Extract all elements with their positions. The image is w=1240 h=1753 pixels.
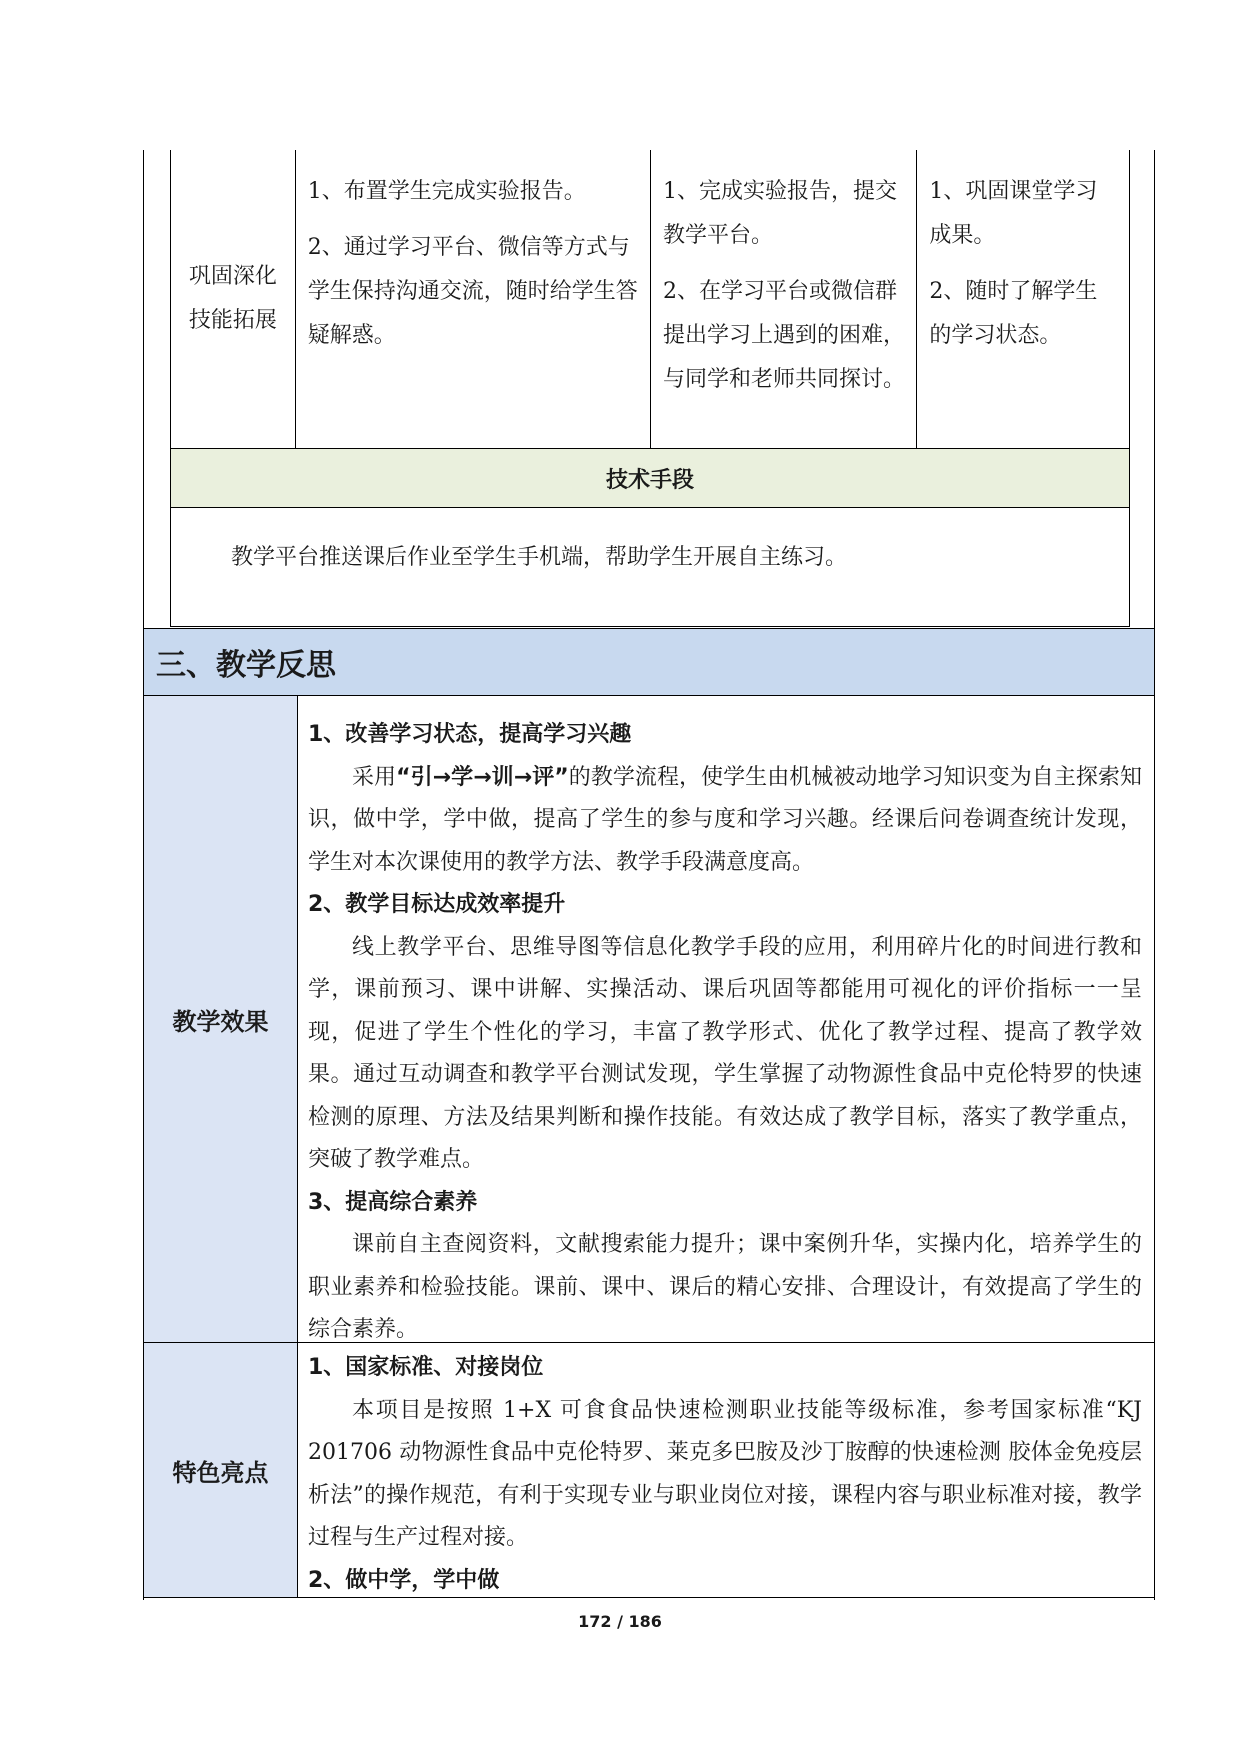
effect-text: 的教学流程，使学生由机械被动地学习知识变为自主探索知识，做中学，学中做，提高了学生的参与度和学习兴趣。经课后问卷调查统计发现，学生对本次课使用的教学方法、教学手段满意度高。	[308, 764, 1142, 875]
student-activity: 2、在学习平台或微信群提出学习上遇到的困难，与同学和老师共同探讨。	[662, 279, 905, 392]
stage-label	[171, 150, 296, 448]
tech-header: 技术手段	[171, 449, 1129, 508]
lesson-table	[170, 150, 1130, 627]
effect-row	[144, 696, 1154, 1342]
teacher-activity: 2、通过学习平台、微信等方式与学生保持沟通交流，随时给学生答疑解惑。	[307, 235, 638, 348]
section-title: 三、教学反思	[143, 628, 1155, 696]
highlight-row	[144, 1342, 1154, 1597]
tech-body: 教学平台推送课后作业至学生手机端，帮助学生开展自主练习。	[231, 545, 848, 570]
effect-heading: 2、教学目标达成效率提升	[308, 892, 566, 917]
reflection-table	[143, 696, 1155, 1598]
highlight-content	[298, 1343, 1154, 1597]
design-intent	[917, 150, 1129, 448]
teacher-activity: 1、布置学生完成实验报告。	[307, 179, 586, 204]
consolidation-row	[171, 150, 1129, 449]
effect-label: 教学效果	[144, 696, 298, 1342]
effect-heading: 3、提高综合素养	[308, 1189, 478, 1215]
effect-text: 采用	[352, 764, 397, 790]
design-intent-item: 2、随时了解学生的学习状态。	[929, 279, 1098, 348]
effect-content	[298, 696, 1154, 1342]
effect-paragraph: 线上教学平台、思维导图等信息化教学手段的应用，利用碎片化的时间进行教和学，课前预习、课中讲解、实操活动、课后巩固等都能用可视化的评价指标一一呈现，促进了学生个性化的学习，丰富了教学形式、优化了教学过程、提高了教学效果。通过互动调查和教学平台测试发现，学生掌握了动物源性食品中克伦特罗的快速检测的原理、方法及结果判断和操作技能。有效达成了教学目标，落实了教学重点，突破了教学难点。	[308, 934, 1142, 1172]
teacher-activities	[296, 150, 651, 448]
highlight-heading: 1、国家标准、对接岗位	[308, 1355, 544, 1380]
student-activities	[651, 150, 917, 448]
effect-paragraph	[308, 757, 1142, 885]
highlight-paragraph: 本项目是按照 1+X 可食食品快速检测职业技能等级标准，参考国家标准“KJ 201706 动物源性食品中克伦特罗、莱克多巴胺及沙丁胺醇的快速检测 胶体金免疫层析法”的操作规范，有利于实现专业与职业岗位对接，课程内容与职业标准对接，教学过程与生产过程对接。	[308, 1397, 1142, 1550]
highlight-heading: 2、做中学，学中做	[308, 1567, 500, 1593]
effect-heading: 1、改善学习状态，提高学习兴趣	[308, 722, 632, 747]
design-intent-item: 1、巩固课堂学习成果。	[929, 179, 1098, 248]
highlight-label: 特色亮点	[144, 1343, 298, 1597]
student-activity: 1、完成实验报告，提交教学平台。	[662, 179, 897, 248]
page-number: 172 / 186	[578, 1612, 662, 1631]
effect-emphasis: “引→学→训→评”	[396, 764, 569, 790]
effect-paragraph: 课前自主查阅资料，文献搜索能力提升；课中案例升华，实操内化，培养学生的职业素养和检验技能。课前、课中、课后的精心安排、合理设计，有效提高了学生的综合素养。	[308, 1232, 1142, 1342]
stage-label-text: 巩固深化技能拓展	[188, 264, 277, 333]
